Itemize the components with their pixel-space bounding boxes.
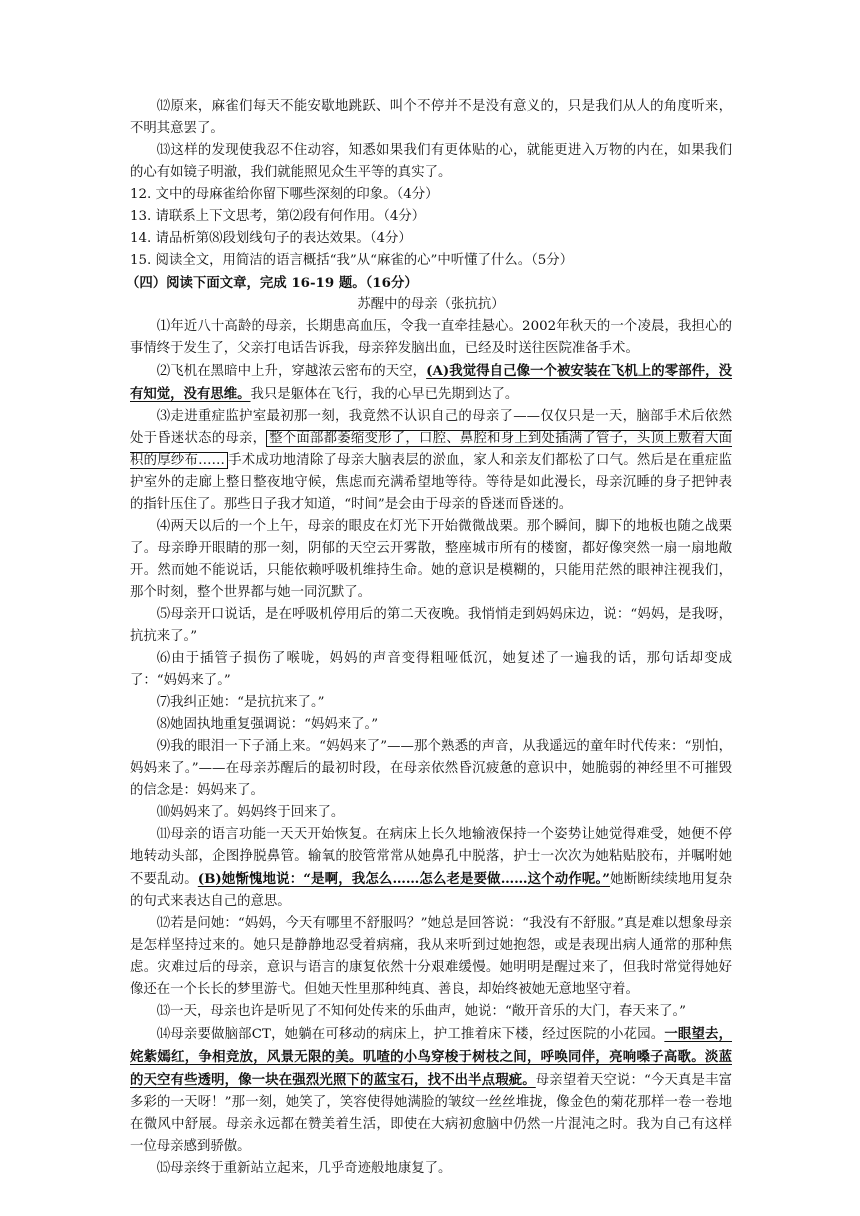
paragraph-3-text-b: 手术成功地清除了母亲大脑表层的淤血，家人和亲友们都松了口气。然后是在重症监护室外的走廊上整日整夜地守候，焦虑而充满希望地等待。等待是如此漫长，母亲沉睡的身子把钟表的指针压住了。那些日子我才知道，“时间”是会由于母亲的昏迷而昏迷的。 [130, 453, 733, 512]
question-14: 14. 请品析第⑻段划线句子的表达效果。（4分） [130, 231, 412, 246]
paragraph-1: ⑴年近八十高龄的母亲，长期患高血压，令我一直牵挂悬心。2002年秋天的一个凌晨，我担心的事情终于发生了，父亲打电话告诉我，母亲猝发脑出血，已经及时送往医院准备手术。 [130, 319, 732, 356]
paragraph-14 [130, 1023, 732, 1158]
question-15: 15. 阅读全文，用简洁的语言概括“我”从“麻雀的心”中听懂了什么。（5分） [130, 253, 574, 268]
paragraph-11 [130, 824, 732, 913]
paragraph-11-text-a: ⑾母亲的语言功能一天天开始恢复。在病床上长久地输液保持一个姿势让她觉得难受，她便不停地转动头部，企图挣脱鼻管。输氧的胶管常常从她鼻孔中脱落，护士一次次为她粘贴胶布，并嘱咐她不要乱动。 [130, 827, 732, 887]
paragraph-15: ⒂母亲终于重新站立起来，几乎奇迹般地康复了。 [156, 1161, 452, 1176]
paragraph-7: ⑺我纠正她：“是抗抗来了。” [156, 695, 325, 710]
paragraph-12: ⑿若是问她：“妈妈，今天有哪里不舒服吗？”她总是回答说：“我没有不舒服。”真是难以想象母亲是怎样坚持过来的。她只是静静地忍受着病痛，我从来听到过她抱怨，或是表现出病人通常的那种焦虑。灾难过后的母亲，意识与语言的康复依然十分艰难缓慢。她明明是醒过来了，但我时常觉得她好像还在一个长长的梦里游弋。但她天性里那种纯真、善良，却始终被她无意地坚守着。 [130, 916, 732, 997]
section-heading: （四）阅读下面文章，完成 16-19 题。（16分） [126, 275, 418, 291]
paragraph-8: ⑻她固执地重复强调说：“妈妈来了。” [156, 717, 379, 732]
paragraph-14-text-a: ⒁母亲要做脑部CT，她躺在可移动的病床上，护工推着床下楼，经过医院的小花园。 [156, 1027, 665, 1042]
paragraph-6: ⑹由于插管子损伤了喉咙，妈妈的声音变得粗哑低沉，她复述了一遍我的话，那句话却变成了：“妈妈来了。” [130, 651, 732, 688]
paragraph-13: ⒀一天，母亲也许是听见了不知何处传来的乐曲声，她说：“敞开音乐的大门，春天来了。” [156, 1004, 687, 1019]
paragraph-2-text-a: ⑵飞机在黑暗中上升，穿越浓云密布的天空， [156, 364, 427, 379]
underlined-sentence-b: (B)她惭愧地说：“是啊，我怎么……怎么老是要做……这个动作呢。” [197, 871, 611, 887]
paragraph-9: ⑼我的眼泪一下子涌上来。“妈妈来了”——那个熟悉的声音，从我遥远的童年时代传来：“别怕，妈妈来了。”——在母亲苏醒后的最初时段，在母亲依然昏沉疲惫的意识中，她脆弱的神经里不可摧毁的信念是：妈妈来了。 [130, 739, 732, 798]
paragraph-3 [130, 406, 732, 516]
paragraph-13-sparrow: ⒀这样的发现使我忍不住动容，知悉如果我们有更体贴的心，就能更进入万物的内在，如果我们的心有如镜子明澈，我们就能照见众生平等的真实了。 [130, 143, 732, 180]
paragraph-12-sparrow: ⑿原来，麻雀们每天不能安歇地跳跃、叫个不停并不是没有意义的，只是我们从人的角度听来，不明其意罢了。 [130, 99, 732, 136]
underlined-passage: 一眼望去，姹紫嫣红，争相竞放，风景无限的美。叽喳的小鸟穿梭于树枝之间，呼唤同伴，亮响嗓子高歌。淡蓝的天空有些透明，像一块在强烈光照下的蓝宝石，找不出半点瑕疵。 [130, 1026, 732, 1088]
paragraph-3-text-a: ⑶走进重症监护室最初那一刻，我竟然不认识自己的母亲了——仅仅只是一天，脑部手术后依然处于昏迷状态的母亲， [130, 409, 732, 446]
boxed-sentence: 整个面部都萎缩变形了，口腔、鼻腔和身上到处插满了管子，头顶上敷着大面积的厚纱布…… [130, 431, 732, 468]
question-12: 12. 文中的母麻雀给你留下哪些深刻的印象。（4分） [130, 187, 439, 202]
paragraph-2-text-b: 我只是躯体在飞行，我的心早已先期到达了。 [250, 387, 519, 402]
paragraph-10: ⑽妈妈来了。妈妈终于回来了。 [156, 805, 345, 820]
article-title: 苏醒中的母亲（张抗抗） [357, 297, 505, 312]
paragraph-11-text-b: 她断断续续地用复杂的句式来表达自己的意思。 [130, 872, 733, 909]
paragraph-5: ⑸母亲开口说话，是在呼吸机停用后的第二天夜晚。我悄悄走到妈妈床边，说：“妈妈，是我呀，抗抗来了。” [130, 607, 732, 644]
underlined-sentence-a: (A)我觉得自己像一个被安装在飞机上的零部件，没有知觉，没有思维。 [130, 363, 733, 402]
paragraph-14-text-b: 母亲望着天空说：“今天真是丰富多彩的一天呀！”那一刻，她笑了，笑容使得她满脸的皱纹一丝丝堆拢，像金色的菊花那样一卷一卷地在微风中舒展。母亲永远都在赞美着生活，即使在大病初愈脑中仍然一片混沌之时。我为自己有这样一位母亲感到骄傲。 [130, 1073, 732, 1154]
question-13: 13. 请联系上下文思考，第⑵段有何作用。（4分） [130, 209, 426, 224]
paragraph-4: ⑷两天以后的一个上午，母亲的眼皮在灯光下开始微微战栗。那个瞬间，脚下的地板也随之战栗了。母亲睁开眼睛的那一刻，阴郁的天空云开雾散，整座城市所有的楼窗，都好像突然一扇一扇地敞开。然而她不能说话，只能依赖呼吸机维持生命。她的意识是模糊的，只能用茫然的眼神注视我们，那个时刻，整个世界都与她一同沉默了。 [130, 519, 732, 600]
paragraph-2 [130, 360, 732, 406]
